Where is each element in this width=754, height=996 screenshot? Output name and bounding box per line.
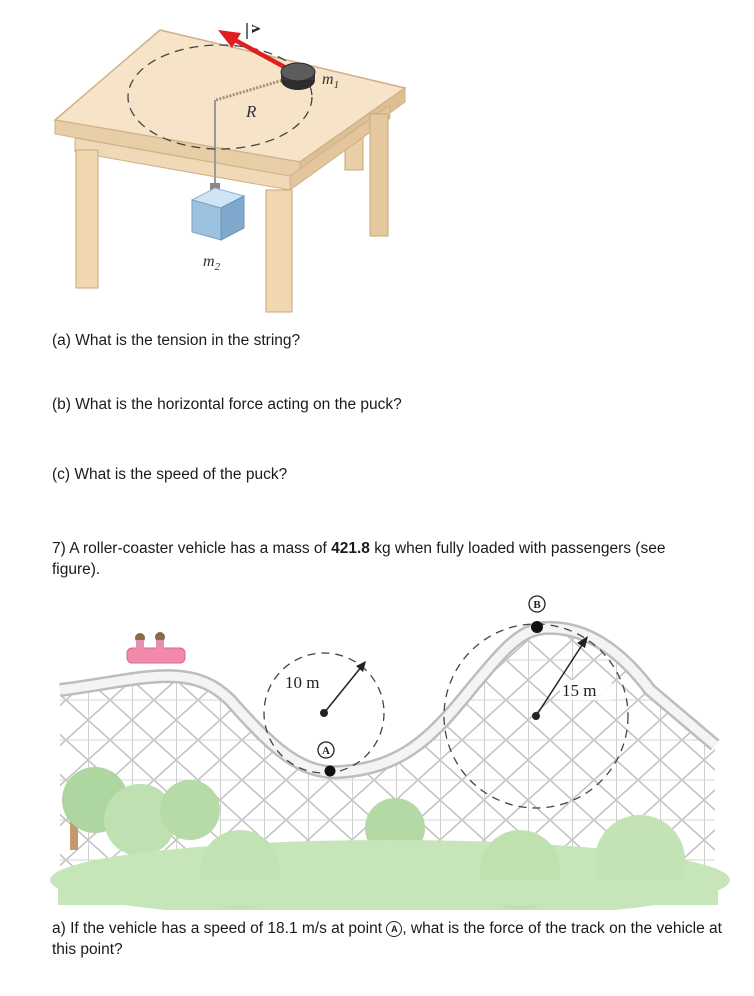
- loop-a-radius-label: 10 m: [285, 673, 320, 692]
- loop-a-radius-arrowhead: [356, 661, 366, 672]
- question-c: (c) What is the speed of the puck?: [52, 466, 288, 483]
- loop-b-center: [532, 712, 540, 720]
- point-b-label: B: [533, 599, 541, 611]
- question-7a: a) If the vehicle has a speed of 18.1 m/s at point A , what is the force of the track on the vehicle at this point?: [52, 920, 722, 958]
- point-b-dot: [531, 621, 543, 633]
- ground: [58, 880, 718, 905]
- point-a-label: A: [322, 745, 330, 757]
- problem7-mass-value: 421.8: [331, 540, 370, 557]
- point-a-dot: [325, 766, 336, 777]
- loop-a-center: [320, 709, 328, 717]
- question-a: (a) What is the tension in the string?: [52, 332, 301, 349]
- radius-label: R: [246, 102, 257, 121]
- loop-b-radius-label: 15 m: [562, 681, 597, 700]
- question-b: (b) What is the horizontal force acting on the puck?: [52, 396, 402, 413]
- velocity-label: v: [245, 24, 264, 33]
- problem7-intro: 7) A roller-coaster vehicle has a mass of 421.8 kg when fully loaded with passengers (see figure).: [52, 540, 666, 578]
- mass2-label: $m_2$: [203, 253, 221, 273]
- roller-coaster-car: [127, 632, 185, 663]
- point-a-inline-icon: A: [386, 921, 402, 937]
- mass1-label: $m_1$: [322, 71, 340, 91]
